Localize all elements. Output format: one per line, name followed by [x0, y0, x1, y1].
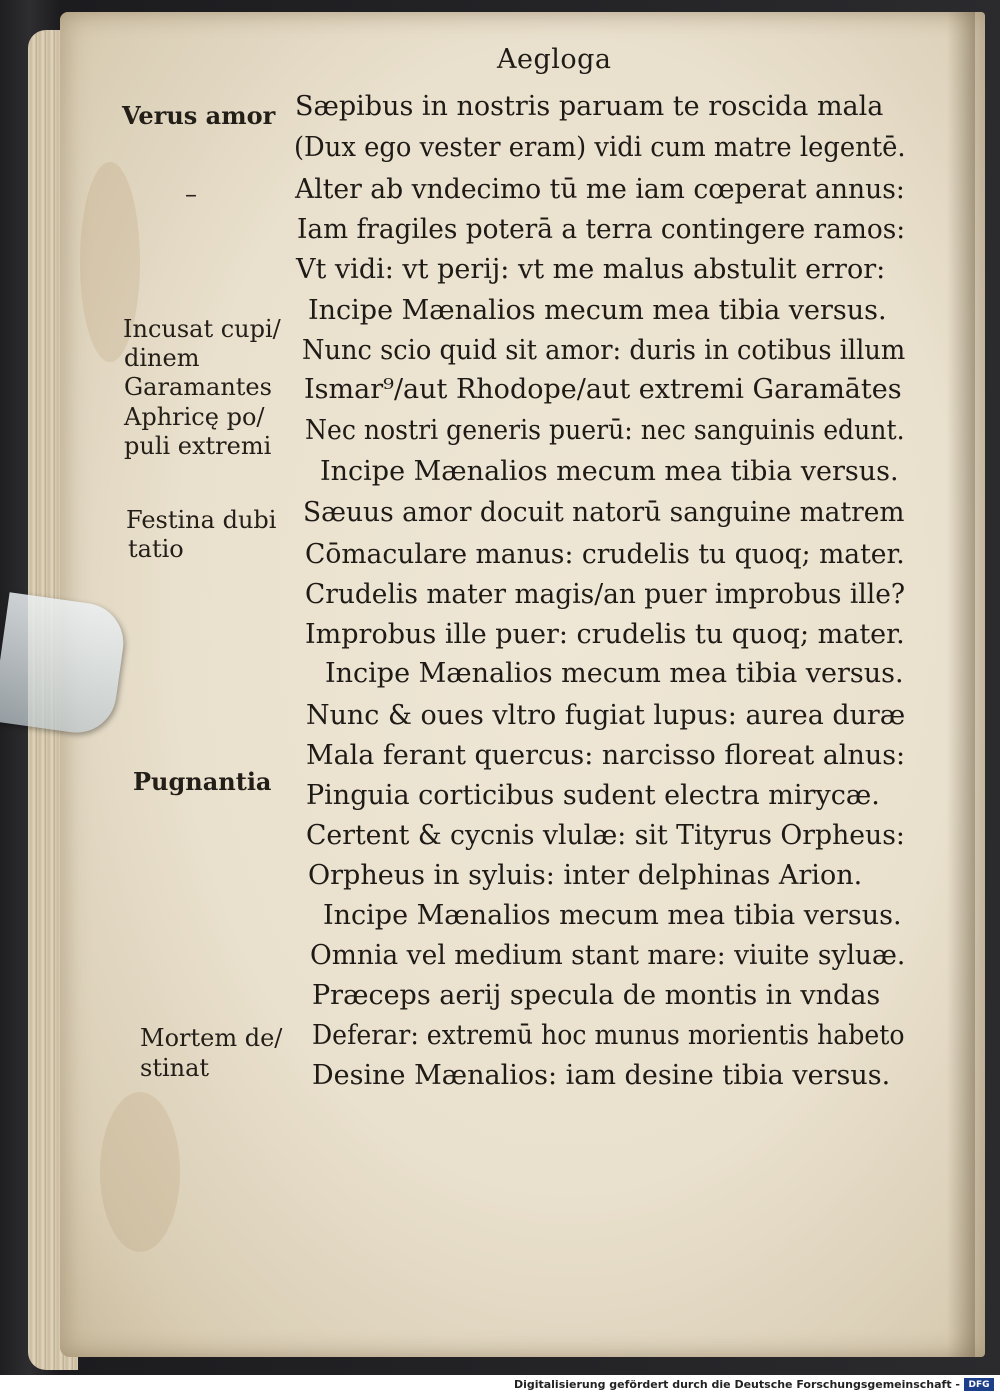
margin-note: Garamantes — [124, 373, 272, 401]
dfg-logo-icon: DFG — [964, 1378, 994, 1391]
verse-line: Sæuus amor docuit natorū sanguine matrem — [303, 497, 905, 528]
verse-line: Mala ferant quercus: narcisso floreat alnus: — [306, 740, 906, 771]
margin-note: Mortem de/ — [140, 1024, 283, 1052]
margin-dash: – — [185, 180, 197, 208]
page-headline: Aegloga — [497, 44, 612, 75]
verse-line: Incipe Mænalios mecum mea tibia versus. — [308, 295, 887, 326]
verse-line: Deferar: extremū hoc munus morientis habeto — [312, 1020, 905, 1051]
margin-note: puli extremi — [124, 432, 272, 460]
verse-line: Cōmaculare manus: crudelis tu quoq; mater. — [305, 539, 905, 570]
margin-note: Festina dubi — [126, 506, 277, 534]
verse-line: Orpheus in syluis: inter delphinas Arion. — [308, 860, 863, 891]
verse-line: Nunc scio quid sit amor: duris in cotibus illum — [302, 335, 906, 366]
verse-line: Præceps aerij specula de montis in vndas — [312, 980, 881, 1011]
verse-line: Certent & cycnis vlulæ: sit Tityrus Orpheus: — [306, 820, 905, 851]
margin-note: Pugnantia — [133, 767, 272, 796]
verse-line: Omnia vel medium stant mare: viuite syluæ. — [310, 940, 906, 971]
margin-note: dinem — [124, 344, 200, 372]
verse-line: Improbus ille puer: crudelis tu quoq; mater. — [305, 619, 905, 650]
credit-text: Digitalisierung gefördert durch die Deutsche Forschungsgemeinschaft - — [513, 1378, 960, 1391]
verse-line: Iam fragiles poterā a terra contingere ramos: — [297, 214, 906, 245]
margin-note: Verus amor — [122, 101, 276, 130]
verse-line: Ismar⁹/aut Rhodope/aut extremi Garamātes — [304, 374, 902, 405]
margin-note: Aphricę po/ — [124, 403, 265, 431]
verse-line: Nec nostri generis puerū: nec sanguinis edunt. — [305, 415, 905, 446]
verse-line: Pinguia corticibus sudent electra mirycæ. — [306, 780, 880, 811]
verse-line: Incipe Mænalios mecum mea tibia versus. — [320, 456, 899, 487]
credit-footer — [0, 1375, 1000, 1395]
margin-note: stinat — [140, 1054, 210, 1082]
verse-line: Desine Mænalios: iam desine tibia versus. — [312, 1060, 891, 1091]
verse-line: Sæpibus in nostris paruam te roscida mala — [295, 91, 884, 122]
verse-line: Crudelis mater magis/an puer improbus ille? — [305, 579, 906, 610]
verse-line: (Dux ego vester eram) vidi cum matre legentē. — [294, 132, 906, 163]
verse-line: Alter ab vndecimo tū me iam cœperat annus: — [295, 174, 905, 205]
paper-stain — [100, 1092, 180, 1252]
verse-line: Incipe Mænalios mecum mea tibia versus. — [325, 658, 904, 689]
verse-line: Nunc & oues vltro fugiat lupus: aurea duræ — [306, 700, 906, 731]
verse-line: Vt vidi: vt perij: vt me malus abstulit error: — [296, 254, 886, 285]
margin-note: Incusat cupi/ — [123, 315, 281, 343]
page-gutter — [947, 12, 975, 1357]
margin-note: tatio — [128, 535, 184, 563]
verse-line: Incipe Mænalios mecum mea tibia versus. — [323, 900, 902, 931]
